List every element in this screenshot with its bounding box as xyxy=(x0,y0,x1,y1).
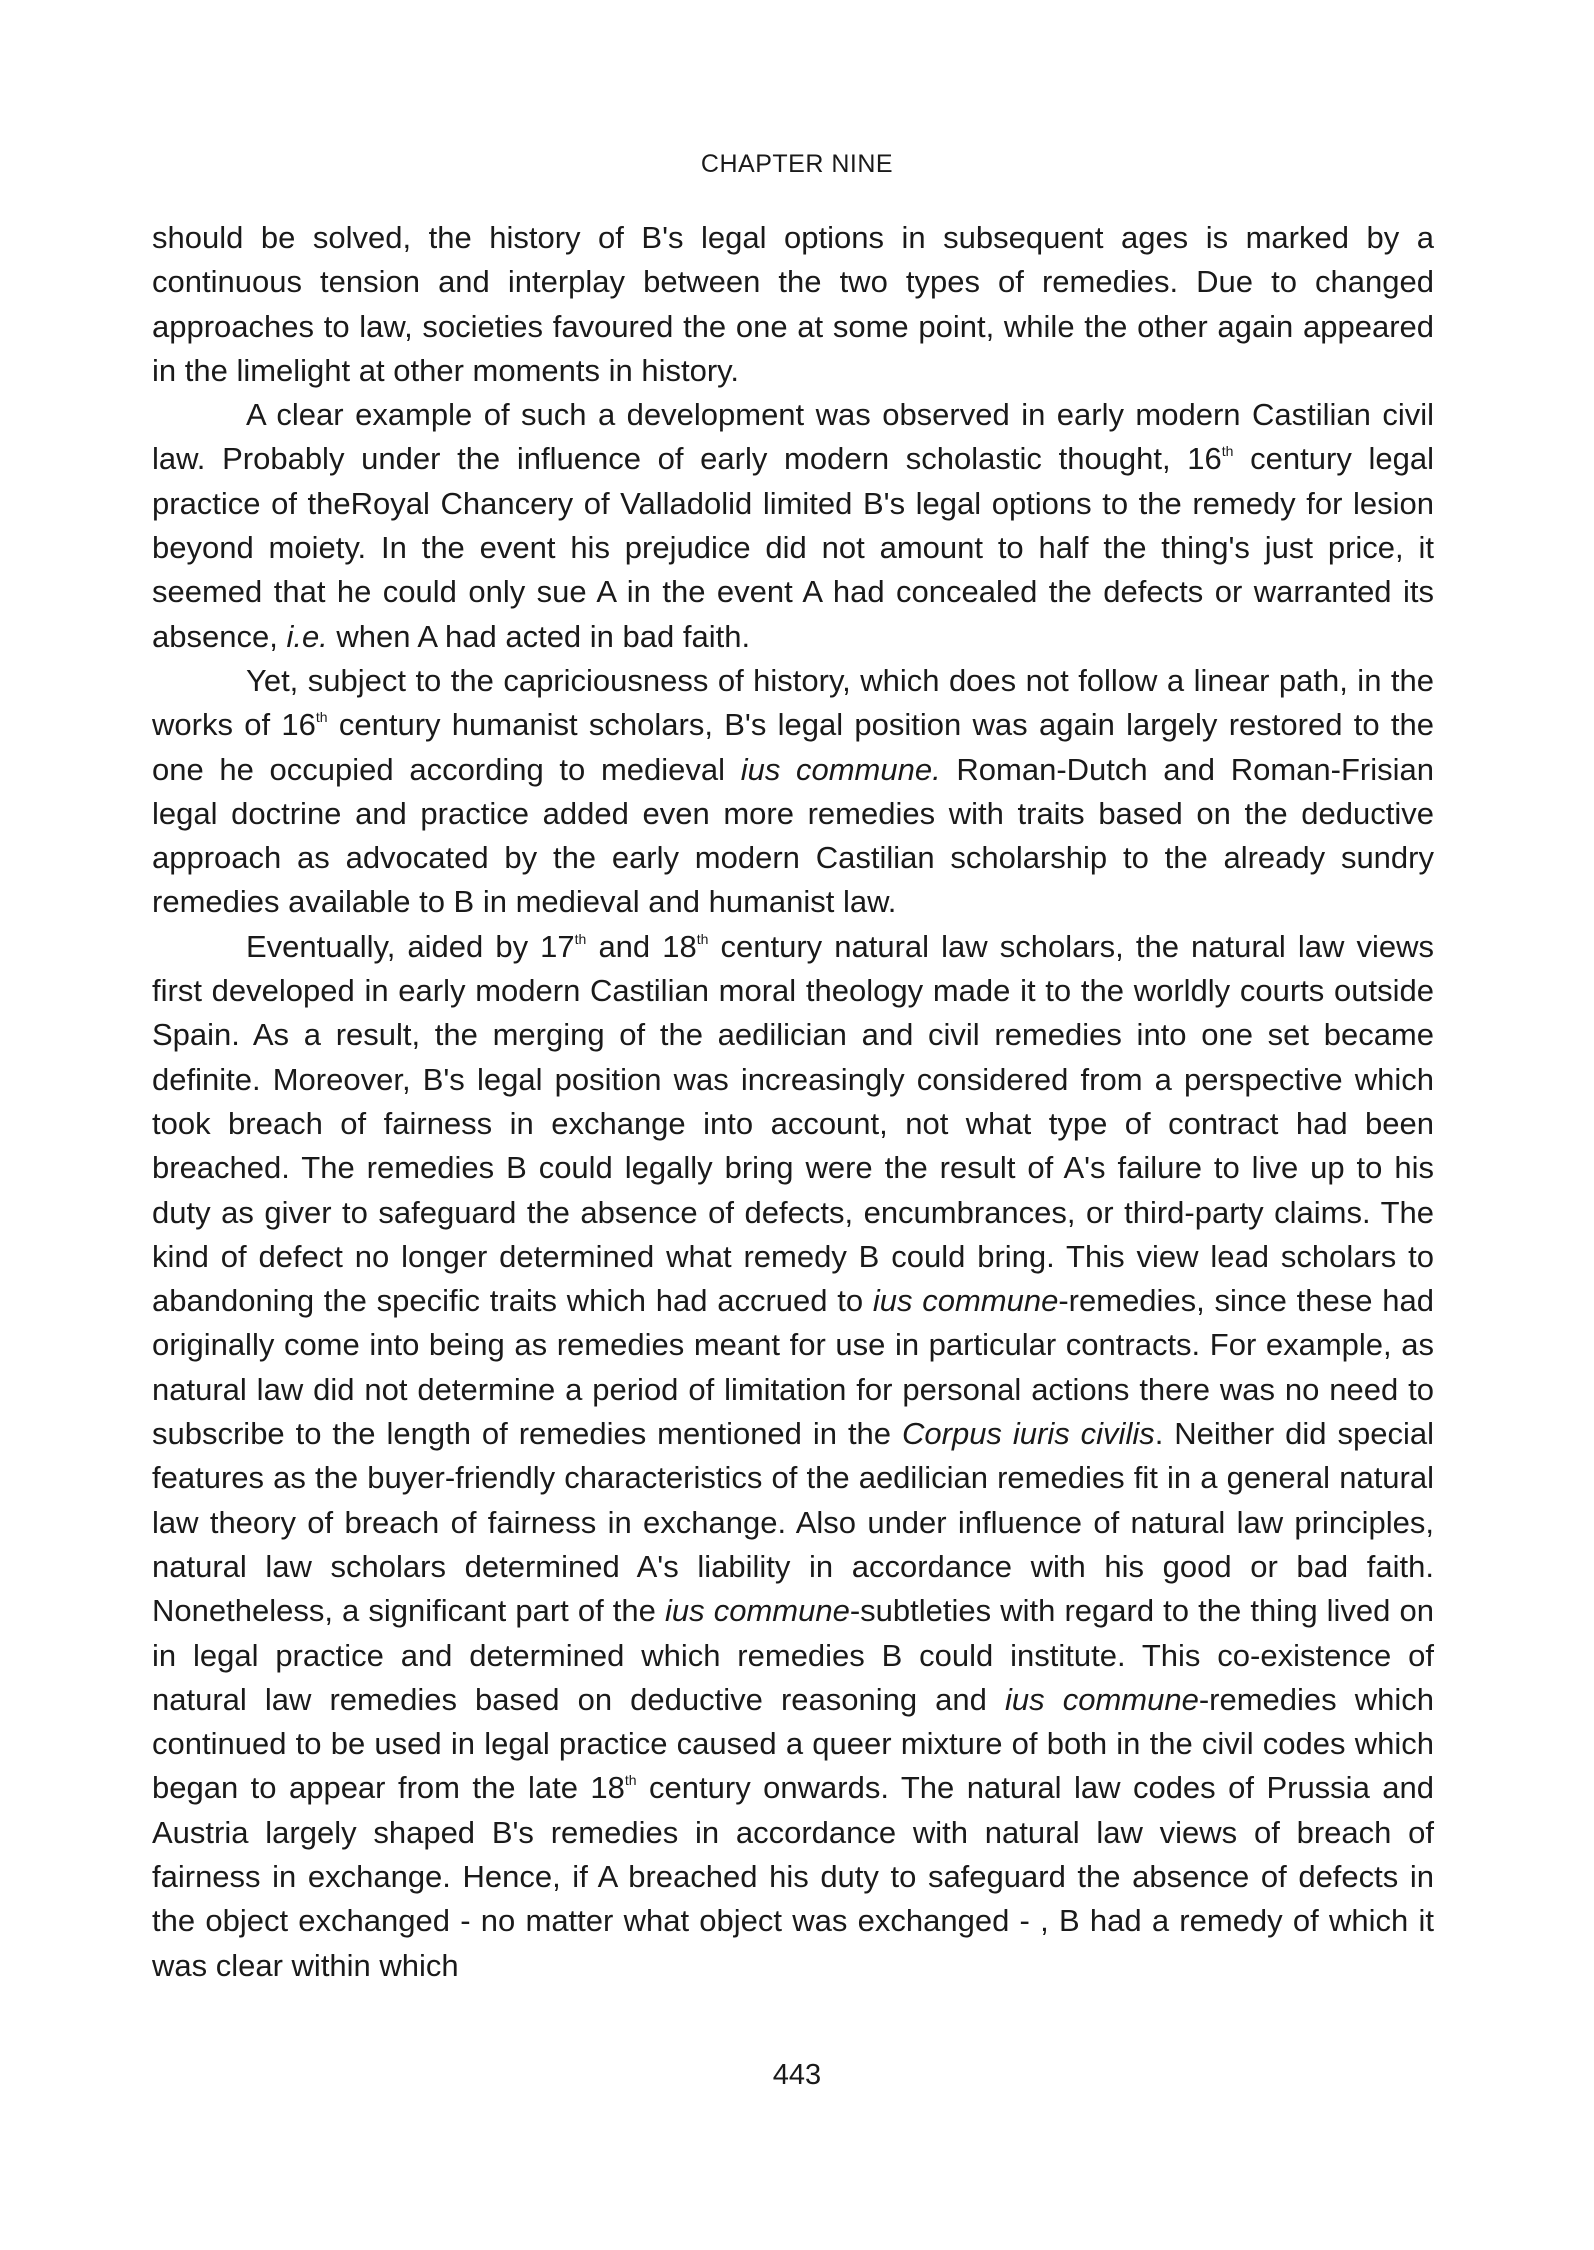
text-run: -remedies, since these had originally come into being as remedies meant for use in particular contracts. For example, as natural law did not determine a period of limitation for personal actions there was no need to subscribe to the length of remedies mentioned in the xyxy=(152,1283,1434,1452)
paragraph-4 xyxy=(152,925,1434,1988)
superscript-ordinal: th xyxy=(315,709,328,726)
text-run: century legal practice of theRoyal Chancery of Valladolid limited B's legal options to the remedy for lesion beyond moiety. In the event his prejudice did not amount to half the thing's just price, it seemed that he could only sue A in the event A had concealed the defects or warranted its absence, xyxy=(152,441,1434,654)
paragraph-3 xyxy=(152,659,1434,925)
paragraph-2 xyxy=(152,393,1434,659)
paragraph-1 xyxy=(152,216,1434,393)
italic-term: ius commune. xyxy=(740,751,941,787)
text-run: century natural law scholars, the natural law views first developed in early modern Castilian moral theology made it to the worldly courts outside Spain. As a result, the merging of the aedilician and civil remedies into one set became definite. Moreover, B's legal position was increasingly considered from a perspective which took breach of fairness in exchange into account, not what type of contract had been breached. The remedies B could legally bring were the result of A's failure to live up to his duty as giver to safeguard the absence of defects, encumbrances, or third-party claims. The kind of defect no longer determined what remedy B could bring. This view lead scholars to abandoning the specific traits which had accrued to xyxy=(152,928,1434,1319)
superscript-ordinal: th xyxy=(696,930,709,947)
text-run: Roman-Dutch and Roman-Frisian legal doctrine and practice added even more remedies with traits based on the deductive approach as advocated by the early modern Castilian scholarship to the already sundry remedies available to B in medieval and humanist law. xyxy=(152,751,1434,920)
superscript-ordinal: th xyxy=(574,930,587,947)
text-run: and 18 xyxy=(586,928,697,964)
italic-term: ius commune xyxy=(665,1593,850,1629)
text-run: A clear example of such a development was observed in early modern Castilian civil law. Probably under the influence of early modern scholastic thought, 16 xyxy=(152,397,1434,477)
italic-term: ius commune xyxy=(1005,1681,1199,1717)
running-head: CHAPTER NINE xyxy=(700,150,894,178)
text-run: when A had acted in bad faith. xyxy=(327,618,751,654)
italic-term: Corpus iuris civilis xyxy=(902,1416,1155,1452)
text-run: -subtleties with regard to the thing lived on in legal practice and determined which remedies B could institute. This co-existence of natural law remedies based on deductive reasoning and xyxy=(152,1593,1434,1717)
text-run: should be solved, the history of B's legal options in subsequent ages is marked by a continuous tension and interplay between the two types of remedies. Due to changed approaches to law, societies favoured the one at some point, while the other again appeared in the limelight at other moments in history. xyxy=(152,220,1434,388)
text-run: -remedies which continued to be used in legal practice caused a queer mixture of both in the civil codes which began to appear from the late 18 xyxy=(152,1681,1434,1806)
italic-term: ius commune xyxy=(872,1283,1059,1319)
body-text xyxy=(152,216,1434,1988)
superscript-ordinal: th xyxy=(1221,443,1234,460)
superscript-ordinal: th xyxy=(624,1772,637,1789)
text-run: century humanist scholars, B's legal position was again largely restored to the one he occupied according to medieval xyxy=(152,707,1434,787)
page-number: 443 xyxy=(772,2059,822,2091)
italic-term: i.e. xyxy=(286,618,328,654)
text-run: . Neither did special features as the buyer-friendly characteristics of the aedilician remedies fit in a general natural law theory of breach of fairness in exchange. Also under influence of natural law principles, natural law scholars determined A's liability in accordance with his good or bad faith. Nonetheless, a significant part of the xyxy=(152,1416,1435,1629)
text-run: Yet, subject to the capriciousness of history, which does not follow a linear path, in the works of 16 xyxy=(152,662,1434,743)
text-run: Eventually, aided by 17 xyxy=(246,928,575,964)
text-run: century onwards. The natural law codes of Prussia and Austria largely shaped B's remedies in accordance with natural law views of breach of fairness in exchange. Hence, if A breached his duty to safeguard the absence of defects in the object exchanged - no matter what object was exchanged - , B had a remedy of which it was clear within which xyxy=(152,1770,1434,1983)
